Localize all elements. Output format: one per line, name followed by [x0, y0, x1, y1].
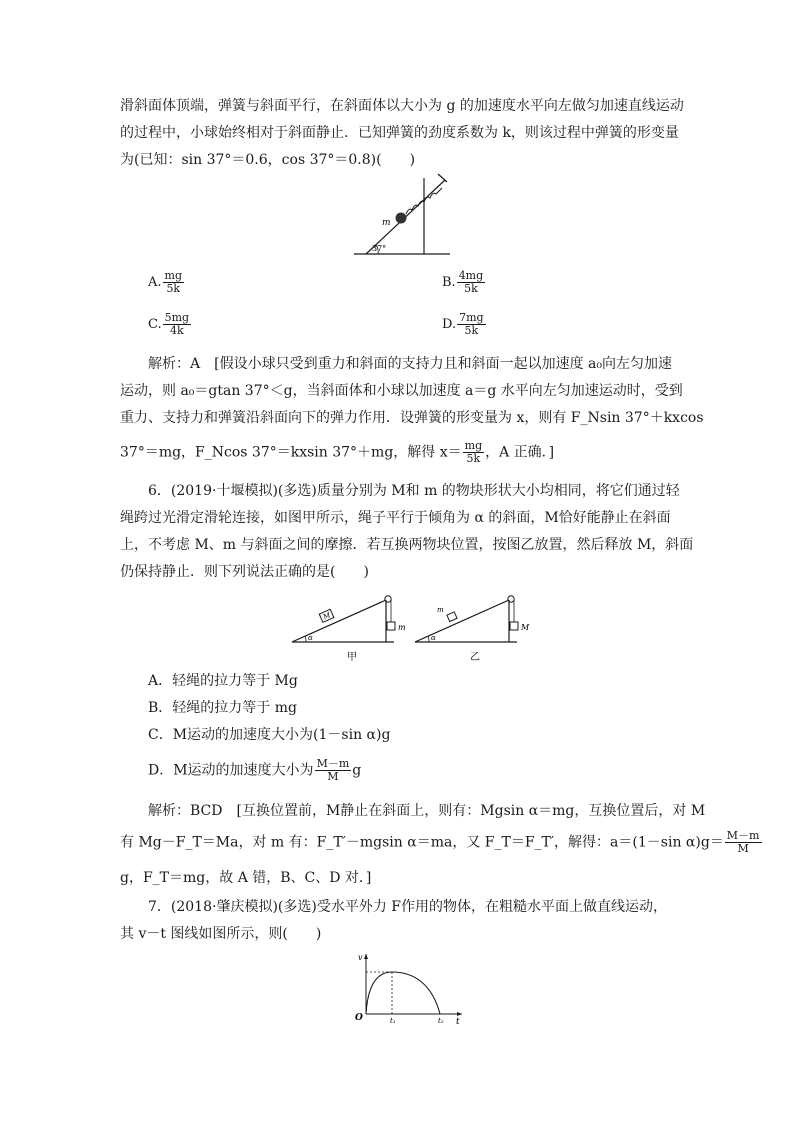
- q6-analysis-line1: 解析：BCD [互换位置前，M静止在斜面上，则有：Mgsin α＝mg，互换位置后，对 M: [148, 803, 706, 819]
- q6-yi-angle: α: [431, 634, 436, 642]
- q5-option-d[interactable]: D. $\frac{7mg}{5k}$: [442, 311, 484, 337]
- q6-option-a[interactable]: A．轻绳的拉力等于 Mg: [148, 673, 298, 689]
- q5-analysis-line3: 重力、支持力和弹簧沿斜面向下的弹力作用．设弹簧的形变量为 x，则有 F_Nsin 37°＋kxcos: [120, 410, 704, 426]
- q7-y-axis-label: v: [358, 953, 363, 962]
- q6-option-c[interactable]: C．M运动的加速度大小为(1－sin α)g: [148, 727, 391, 743]
- q7-vt-graph: [352, 950, 472, 1025]
- q5-option-b[interactable]: B. $\frac{4mg}{5k}$: [442, 269, 484, 295]
- q5-line3: 为(已知：sin 37°＝0.6，cos 37°＝0.8)( ): [120, 152, 416, 168]
- q5-analysis-line1: 解析：A [假设小球只受到重力和斜面的支持力且和斜面一起以加速度 a₀向左匀加速: [148, 356, 672, 372]
- q6-line2: 绳跨过光滑定滑轮连接，如图甲所示，绳子平行于倾角为 α 的斜面，M恰好能静止在斜面: [120, 510, 671, 526]
- q5-option-c[interactable]: C. $\frac{5mg}{4k}$: [148, 311, 190, 337]
- q6-jia-angle: α: [308, 634, 313, 642]
- q6-yi-hanging-label: M: [521, 623, 530, 632]
- q6-yi-caption: 乙: [470, 652, 480, 663]
- q7-line2: 其 v－t 图线如图所示，则( ): [120, 926, 322, 942]
- q6-jia-slope-label: M: [321, 611, 332, 622]
- q7-origin-label: O: [355, 1013, 363, 1023]
- q6-line4: 仍保持静止．则下列说法正确的是( ): [120, 564, 369, 580]
- q7-t1-label: t₁: [390, 1017, 396, 1025]
- q5-line1: 滑斜面体顶端，弹簧与斜面平行，在斜面体以大小为 g 的加速度水平向左做匀加速直线运动: [120, 98, 684, 114]
- q5-option-a[interactable]: A. $\frac{mg}{5k}$: [148, 269, 183, 295]
- q6-analysis-line2: 有 Mg－F_T＝Ma，对 m 有：F_T′－mgsin α＝ma，又 F_T＝F_T′，解得：a＝(1－sin α)g＝ $\frac{M-m}{M}$: [120, 829, 760, 855]
- q7-x-axis-label: t: [456, 1017, 460, 1025]
- q6-jia-caption: 甲: [347, 652, 357, 663]
- q7-line1: 7．(2018·肇庆模拟)(多选)受水平外力 F作用的物体，在粗糙水平面上做直线运动，: [148, 899, 667, 915]
- q7-t2-label: t₂: [438, 1017, 444, 1025]
- q6-analysis-line3: g，F_T＝mg，故 A 错，B、C、D 对．]: [120, 870, 372, 886]
- q6-figure-jia: [290, 590, 410, 665]
- q6-option-b[interactable]: B．轻绳的拉力等于 mg: [148, 700, 297, 716]
- q5-mass-label: m: [382, 218, 391, 228]
- q6-line3: 上，不考虑 M、m 与斜面之间的摩擦．若互换两物块位置，按图乙放置，然后释放 M，斜面: [120, 537, 694, 553]
- q6-line1: 6．(2019·十堰模拟)(多选)质量分别为 M和 m 的物块形状大小均相同，将它们通过轻: [148, 483, 680, 499]
- q5-incline-figure: [350, 172, 460, 260]
- q6-yi-slope-label: m: [437, 606, 444, 614]
- q5-analysis-line4: 37°＝mg，F_Ncos 37°＝kxsin 37°＋mg，解得 x＝ $\frac{mg}{5k}$ ，A 正确．]: [120, 439, 555, 465]
- q6-figure-yi: [413, 590, 538, 665]
- q5-angle-label: 37°: [372, 244, 387, 253]
- q6-jia-hanging-label: m: [398, 623, 406, 632]
- q6-option-d[interactable]: D．M运动的加速度大小为 $\frac{M-m}{M}$ g: [148, 757, 362, 783]
- q5-line2: 的过程中，小球始终相对于斜面静止．已知弹簧的劲度系数为 k，则该过程中弹簧的形变量: [120, 125, 679, 141]
- q5-analysis-line2: 运动，则 a₀＝gtan 37°＜g，当斜面体和小球以加速度 a＝g 水平向左匀加速运动时，受到: [120, 383, 683, 399]
